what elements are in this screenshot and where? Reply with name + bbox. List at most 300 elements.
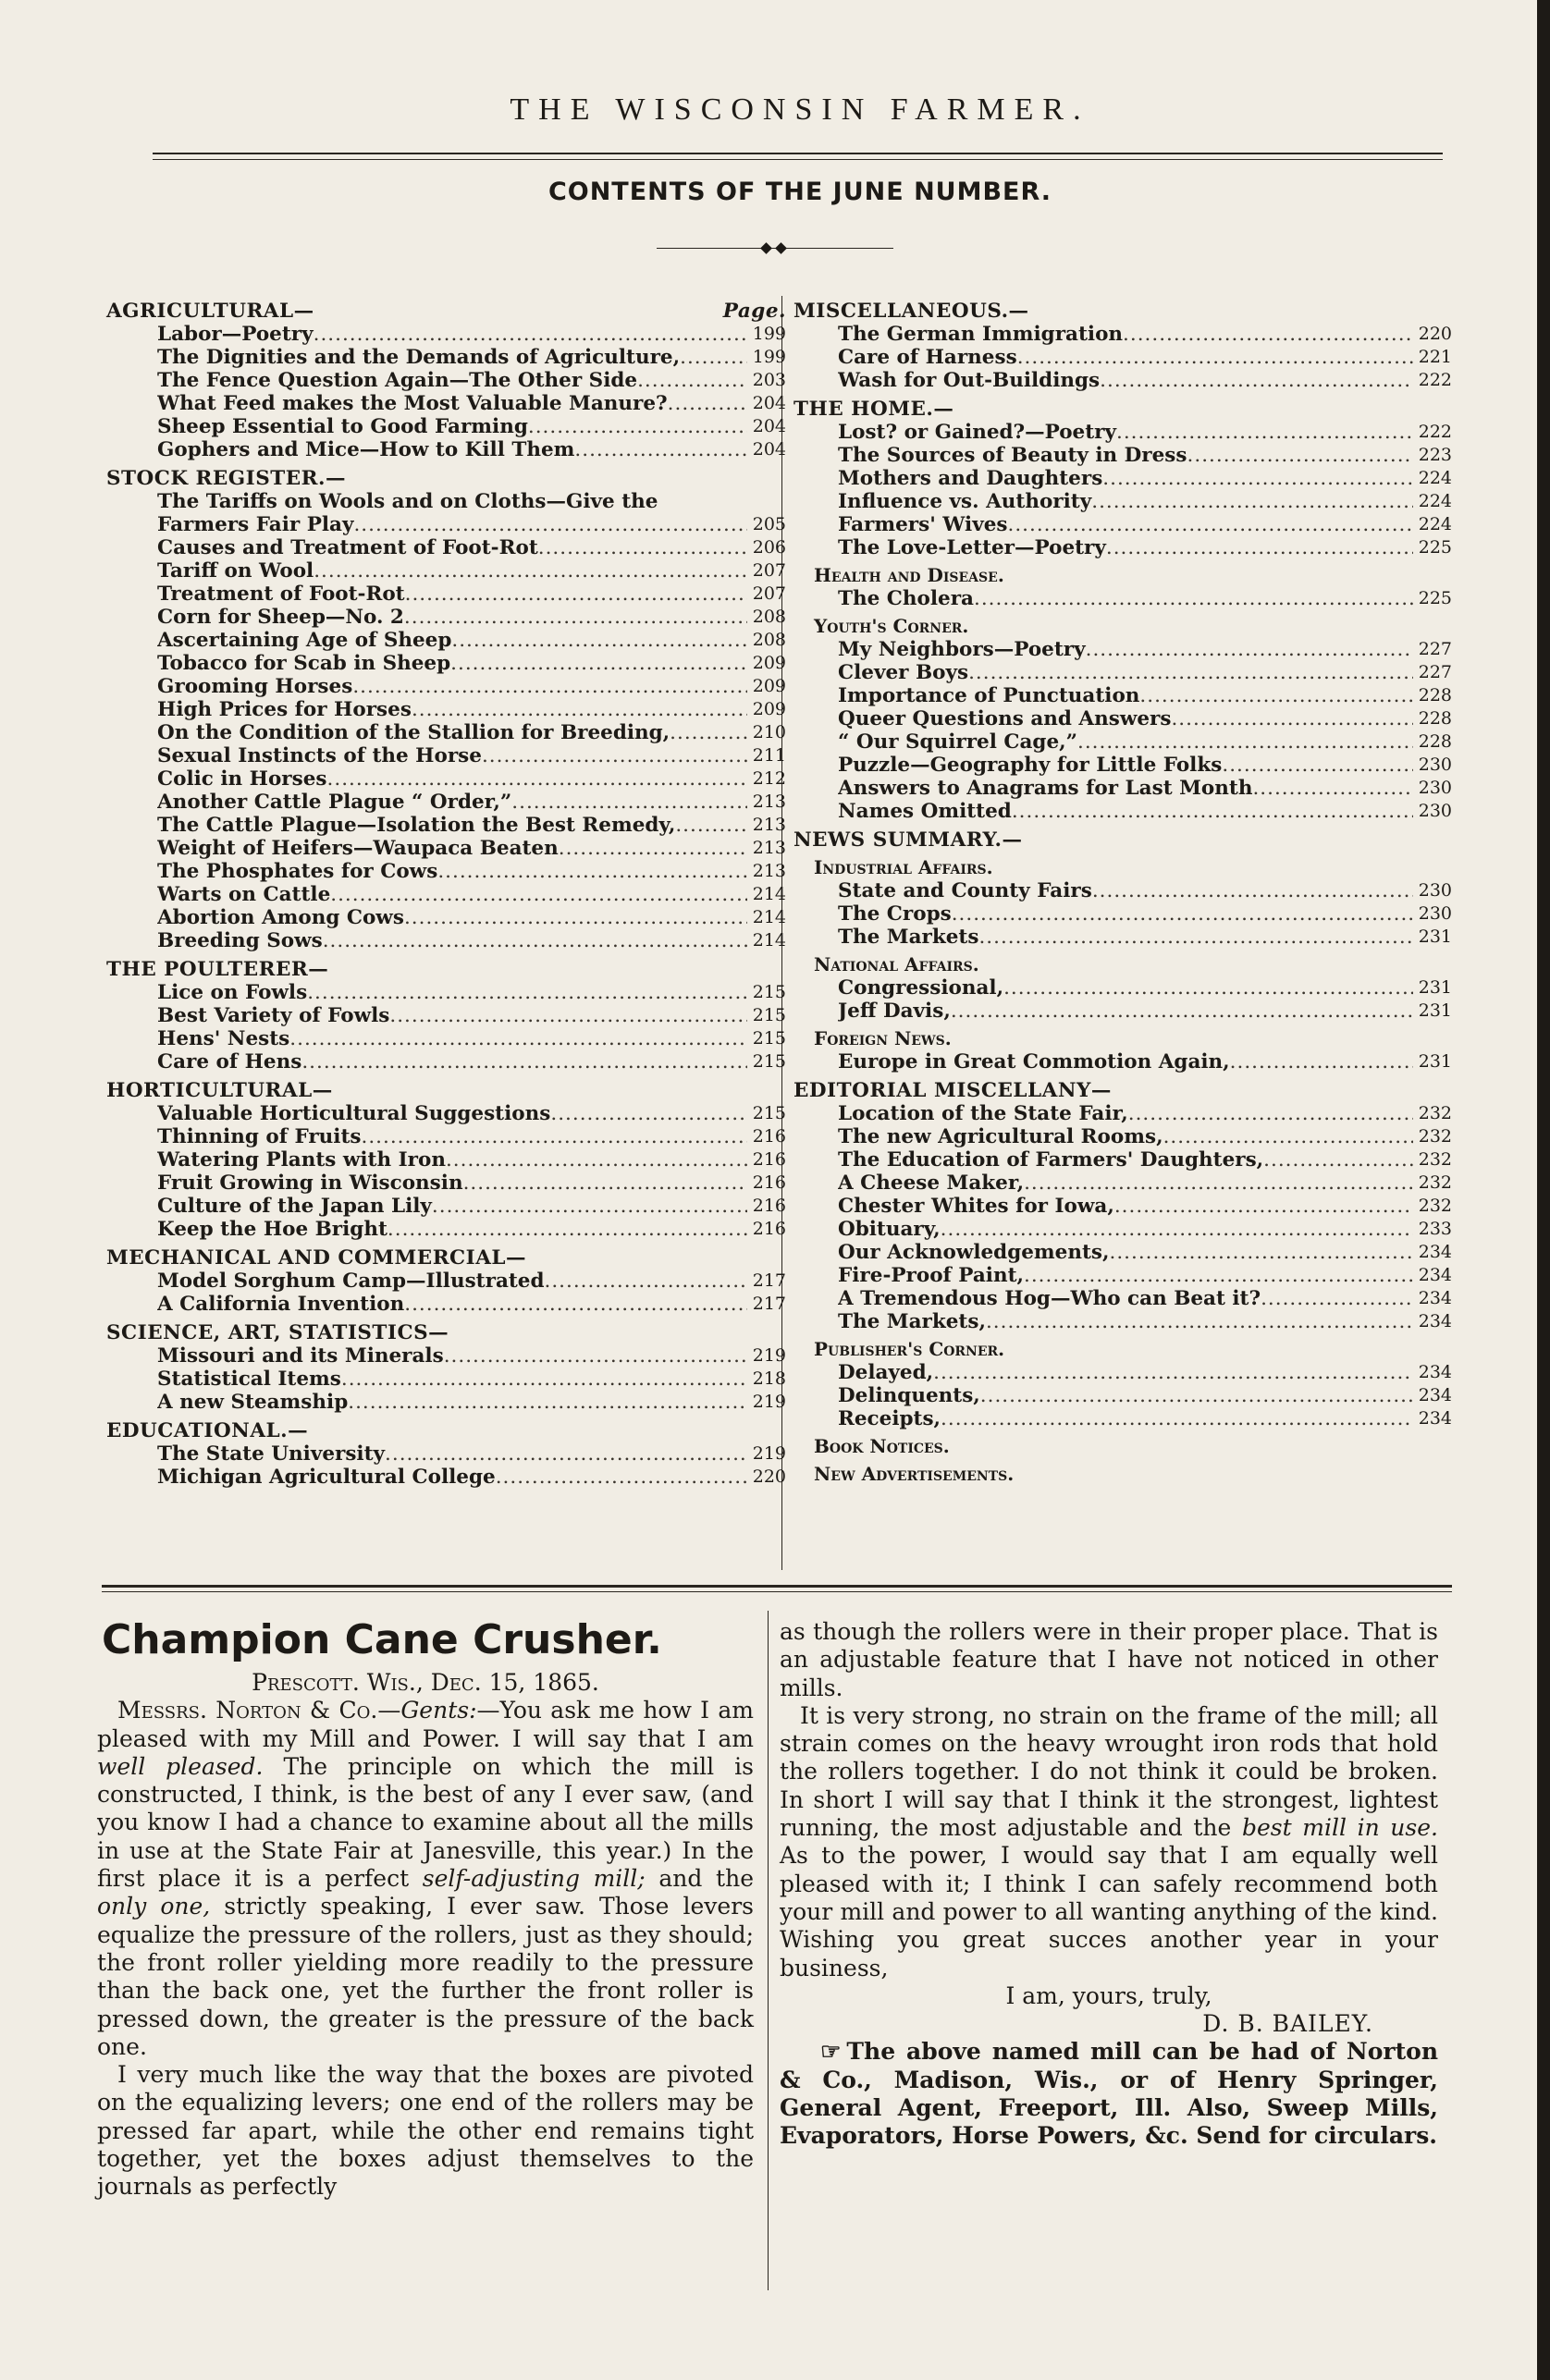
toc-section-heading: THE POULTERER— xyxy=(106,958,329,981)
toc-leader-dots xyxy=(348,1391,747,1414)
toc-entry xyxy=(157,1172,786,1195)
toc-entry-title: Ascertaining Age of Sheep xyxy=(157,629,452,652)
toc-entry-page: 215 xyxy=(752,1103,786,1123)
toc-entry-page: 212 xyxy=(752,768,786,789)
toc-entry xyxy=(838,1195,1452,1218)
toc-entry xyxy=(157,1466,786,1489)
toc-entry xyxy=(838,1310,1452,1333)
toc-entry xyxy=(157,675,786,698)
toc-leader-dots xyxy=(968,661,1413,684)
toc-leader-dots xyxy=(550,1102,746,1125)
toc-entry-title: Queer Questions and Answers xyxy=(838,707,1172,730)
toc-entry-title: Culture of the Japan Lily xyxy=(157,1195,432,1218)
toc-entry-title: The Fence Question Again—The Other Side xyxy=(157,369,638,392)
toc-leader-dots xyxy=(1091,490,1413,513)
toc-entry-title: The Cholera xyxy=(838,587,974,610)
toc-leader-dots xyxy=(1187,444,1413,467)
toc-section-heading: MISCELLANEOUS.— xyxy=(793,300,1029,323)
toc-leader-dots xyxy=(389,1004,746,1027)
toc-entry xyxy=(838,1407,1452,1430)
toc-leader-dots xyxy=(933,1361,1413,1384)
masthead: THE WISCONSIN FARMER. xyxy=(510,92,1090,127)
toc-right-column xyxy=(793,294,1452,1486)
toc-entry xyxy=(838,1287,1452,1310)
toc-entry-page: 228 xyxy=(1418,685,1452,705)
toc-entry-page: 213 xyxy=(752,861,786,881)
toc-entry xyxy=(157,438,786,461)
toc-entry-page: 210 xyxy=(752,722,786,742)
toc-entry-page: 230 xyxy=(1418,903,1452,924)
toc-entry-page: 231 xyxy=(1418,1051,1452,1072)
toc-entry-page: 209 xyxy=(752,699,786,719)
toc-entry-page: 234 xyxy=(1418,1408,1452,1429)
toc-entry-title: Location of the State Fair, xyxy=(838,1102,1128,1125)
toc-entry-title: “ Our Squirrel Cage,” xyxy=(838,730,1077,754)
toc-leader-dots xyxy=(352,675,746,698)
toc-section-heading: EDITORIAL MISCELLANY— xyxy=(793,1079,1112,1102)
toc-entry xyxy=(838,1361,1452,1384)
toc-entry-page: 216 xyxy=(752,1219,786,1239)
toc-entry-page: 209 xyxy=(752,653,786,673)
toc-entry-title: Clever Boys xyxy=(838,661,969,684)
ad-paragraph-4: It is very strong, no strain on the frame of the mill; all strain comes on the heavy wrought iron rods that hold the rollers together. I do not think it could be broken. In short I will say that I think it the strongest, lightest running, the most adjustable and the best mill in use. As to the power, I would say that I am equally well pleased with it; I think I can safely recommend both your mill and power to all wanting anything of the kind. Wishing you great succes another year in your business, xyxy=(780,1701,1438,1981)
toc-entry-page: 230 xyxy=(1418,880,1452,901)
toc-entry xyxy=(838,467,1452,490)
toc-leader-dots xyxy=(444,1344,747,1368)
toc-entry-title: The Love-Letter—Poetry xyxy=(838,536,1106,559)
toc-entry xyxy=(157,837,786,860)
toc-subheading: New Advertisements. xyxy=(814,1463,1015,1485)
ad-signoff: I am, yours, truly, xyxy=(1005,1981,1212,2009)
toc-entry-page: 230 xyxy=(1418,754,1452,775)
toc-section-heading: EDUCATIONAL.— xyxy=(106,1419,309,1442)
masthead-rule-top xyxy=(153,153,1443,154)
toc-entry-page: 215 xyxy=(752,982,786,1002)
toc-entry xyxy=(838,730,1452,754)
toc-leader-dots xyxy=(1163,1125,1413,1148)
toc-leader-dots xyxy=(1222,754,1412,777)
toc-entry-page: 213 xyxy=(752,838,786,858)
toc-entry-page: 232 xyxy=(1418,1103,1452,1123)
toc-subheading: Book Notices. xyxy=(814,1435,950,1457)
toc-leader-dots xyxy=(1077,730,1413,754)
toc-leader-dots xyxy=(1128,1102,1413,1125)
page-edge xyxy=(1537,0,1550,2380)
toc-entry-page: 232 xyxy=(1418,1126,1452,1147)
toc-entry-title: Mothers and Daughters xyxy=(838,467,1103,490)
toc-entry-title: The Sources of Beauty in Dress xyxy=(838,444,1187,467)
divider-ornament xyxy=(657,242,893,255)
toc-entry-title: The Dignities and the Demands of Agriculture, xyxy=(157,346,681,369)
toc-leader-dots xyxy=(405,583,747,606)
toc-entry-page: 220 xyxy=(752,1466,786,1487)
toc-entry-page: 224 xyxy=(1418,514,1452,534)
toc-leader-dots xyxy=(978,926,1412,949)
toc-entry-title: Another Cattle Plague “ Order,” xyxy=(157,791,512,814)
toc-leader-dots xyxy=(314,559,747,583)
toc-leader-dots xyxy=(1263,1148,1413,1172)
toc-entry-title: The Cattle Plague—Isolation the Best Remedy, xyxy=(157,814,676,837)
toc-entry xyxy=(157,814,786,837)
toc-entry-title: Congressional, xyxy=(838,976,1004,1000)
toc-entry-title: High Prices for Horses xyxy=(157,698,412,721)
toc-leader-dots xyxy=(1008,513,1413,536)
toc-leader-dots xyxy=(941,1218,1413,1241)
toc-leader-dots xyxy=(574,438,746,461)
toc-entry xyxy=(838,1241,1452,1264)
toc-leader-dots xyxy=(404,1293,746,1316)
toc-entry-page: 219 xyxy=(752,1392,786,1412)
toc-entry-page: 230 xyxy=(1418,801,1452,821)
toc-entry-page: 234 xyxy=(1418,1385,1452,1405)
pointing-hand-icon: ☞ xyxy=(820,2038,842,2066)
toc-entry-title: What Feed makes the Most Valuable Manure? xyxy=(157,392,668,415)
toc-entry xyxy=(157,860,786,883)
toc-entry xyxy=(157,744,786,767)
toc-entry-title: Farmers' Wives xyxy=(838,513,1008,536)
toc-entry-page: 224 xyxy=(1418,468,1452,488)
toc-entry-page: 199 xyxy=(752,324,786,344)
toc-leader-dots xyxy=(1086,638,1413,661)
toc-entry-page: 225 xyxy=(1418,588,1452,608)
toc-entry-page: 228 xyxy=(1418,731,1452,752)
toc-entry-page: 208 xyxy=(752,630,786,650)
toc-entry-page: 228 xyxy=(1418,708,1452,729)
toc-entry-title: Answers to Anagrams for Last Month xyxy=(838,777,1253,800)
toc-page-label: Page. xyxy=(722,300,786,323)
toc-entry-title: Keep the Hoe Bright xyxy=(157,1218,388,1241)
toc-entry xyxy=(157,929,786,952)
toc-leader-dots xyxy=(637,369,747,392)
toc-leader-dots xyxy=(545,1270,747,1293)
toc-leader-dots xyxy=(1139,684,1412,707)
toc-leader-dots xyxy=(450,652,747,675)
toc-subheading: National Affairs. xyxy=(814,953,979,975)
toc-entry-page: 199 xyxy=(752,347,786,367)
toc-leader-dots xyxy=(388,1218,747,1241)
toc-leader-dots xyxy=(1100,369,1413,392)
toc-entry xyxy=(157,629,786,652)
toc-leader-dots xyxy=(437,860,746,883)
toc-leader-dots xyxy=(675,814,746,837)
ad-paragraph-1: Messrs. Norton & Co.—Gents:—You ask me how I am pleased with my Mill and Power. I will say that I am well pleased. The principle on which the mill is constructed, I think, is the best of any I ever saw, (and you know I had a chance to examine about all the mills in use at the State Fair at Janesville, this year.) In the first place it is a perfect self-adjusting mill; and the only one, strictly speaking, I ever saw. Those levers equalize the pressure of the rollers, just as they should; the front roller yielding more readily to the pressure than the back one, yet the further the front roller is pressed down, the greater is the pressure of the back one. xyxy=(97,1697,755,2060)
toc-entry xyxy=(838,587,1452,610)
toc-entry-title: Valuable Horticultural Suggestions xyxy=(157,1102,551,1125)
toc-entry xyxy=(157,698,786,721)
toc-leader-dots xyxy=(385,1442,747,1466)
toc-entry-title: Fruit Growing in Wisconsin xyxy=(157,1172,463,1195)
toc-entry-title: A Tremendous Hog—Who can Beat it? xyxy=(838,1287,1261,1310)
toc-entry-page: 222 xyxy=(1418,370,1452,390)
toc-leader-dots xyxy=(986,1310,1413,1333)
toc-entry-title: A new Steamship xyxy=(157,1391,349,1414)
toc-entry-page: 216 xyxy=(752,1172,786,1193)
contents-title: CONTENTS OF THE JUNE NUMBER. xyxy=(547,178,1052,206)
ad-column-separator xyxy=(768,1611,769,2290)
toc-entry-page: 214 xyxy=(752,884,786,904)
toc-entry-title: Causes and Treatment of Foot-Rot xyxy=(157,536,538,559)
toc-leader-dots xyxy=(404,606,747,629)
toc-leader-dots xyxy=(496,1466,747,1489)
toc-entry xyxy=(157,1004,786,1027)
toc-entry-title: Obituary, xyxy=(838,1218,941,1241)
toc-entry-title: Care of Harness xyxy=(838,346,1017,369)
toc-entry-title: Care of Hens xyxy=(157,1050,302,1073)
toc-leader-dots xyxy=(1252,777,1412,800)
section-rule-thin xyxy=(102,1591,1452,1592)
toc-entry xyxy=(157,1027,786,1050)
toc-entry xyxy=(157,490,786,513)
toc-entry-title: Colic in Horses xyxy=(157,767,327,791)
toc-entry-title: The Phosphates for Cows xyxy=(157,860,438,883)
toc-leader-dots xyxy=(951,1000,1413,1023)
toc-leader-dots xyxy=(412,698,747,721)
toc-leader-dots xyxy=(451,629,746,652)
toc-leader-dots xyxy=(511,791,746,814)
toc-leader-dots xyxy=(974,587,1413,610)
toc-leader-dots xyxy=(327,767,747,791)
toc-entry-title: Labor—Poetry xyxy=(157,323,314,346)
toc-entry xyxy=(157,1195,786,1218)
toc-entry-page: 232 xyxy=(1418,1196,1452,1216)
toc-entry-page: 215 xyxy=(752,1051,786,1072)
toc-entry-page: 211 xyxy=(752,745,786,766)
toc-entry xyxy=(838,684,1452,707)
toc-leader-dots xyxy=(670,721,747,744)
toc-entry-title: Weight of Heifers—Waupaca Beaten xyxy=(157,837,559,860)
toc-entry-page: 232 xyxy=(1418,1149,1452,1170)
toc-leader-dots xyxy=(1230,1050,1413,1073)
toc-leader-dots xyxy=(482,744,747,767)
toc-leader-dots xyxy=(1123,323,1413,346)
toc-leader-dots xyxy=(289,1027,746,1050)
toc-entry-page: 234 xyxy=(1418,1288,1452,1308)
toc-entry-title: Puzzle—Geography for Little Folks xyxy=(838,754,1223,777)
toc-leader-dots xyxy=(341,1368,747,1391)
toc-section-heading: SCIENCE, ART, STATISTICS— xyxy=(106,1321,449,1344)
toc-entry xyxy=(838,638,1452,661)
toc-entry-title: Chester Whites for Iowa, xyxy=(838,1195,1114,1218)
toc-leader-dots xyxy=(1261,1287,1413,1310)
toc-entry-page: 220 xyxy=(1418,324,1452,344)
toc-entry-page: 234 xyxy=(1418,1242,1452,1262)
toc-entry xyxy=(157,906,786,929)
toc-entry xyxy=(157,513,786,536)
toc-entry-page: 222 xyxy=(1418,422,1452,442)
toc-entry-title: Names Omitted xyxy=(838,800,1012,823)
toc-entry xyxy=(838,421,1452,444)
toc-entry xyxy=(157,392,786,415)
toc-entry-title: Fire-Proof Paint, xyxy=(838,1264,1025,1287)
toc-entry xyxy=(157,559,786,583)
toc-entry xyxy=(838,707,1452,730)
toc-entry-page: 219 xyxy=(752,1345,786,1366)
toc-entry-title: Breeding Sows xyxy=(157,929,323,952)
toc-leader-dots xyxy=(1114,1195,1413,1218)
toc-section-heading: MECHANICAL AND COMMERCIAL— xyxy=(106,1246,527,1270)
toc-entry-title: Abortion Among Cows xyxy=(157,906,404,929)
toc-entry xyxy=(838,1000,1452,1023)
toc-entry-title: Lice on Fowls xyxy=(157,981,308,1004)
toc-leader-dots xyxy=(1017,346,1413,369)
toc-entry-page: 219 xyxy=(752,1443,786,1464)
toc-leader-dots xyxy=(1012,800,1413,823)
toc-section-heading: STOCK REGISTER.— xyxy=(106,467,346,490)
toc-entry-title: Model Sorghum Camp—Illustrated xyxy=(157,1270,545,1293)
toc-leader-dots xyxy=(1003,976,1413,1000)
toc-entry-title: The Markets, xyxy=(838,1310,986,1333)
toc-entry-title: Wash for Out-Buildings xyxy=(838,369,1101,392)
toc-leader-dots xyxy=(314,323,747,346)
toc-entry xyxy=(838,754,1452,777)
toc-leader-dots xyxy=(362,1125,747,1148)
toc-entry-page: 203 xyxy=(752,370,786,390)
toc-entry-page: 232 xyxy=(1418,1172,1452,1193)
ad-paragraph-3: as though the rollers were in their proper place. That is an adjustable feature that I have not noticed in other mills. xyxy=(780,1618,1438,1701)
toc-entry-title: State and County Fairs xyxy=(838,879,1092,902)
toc-entry-page: 225 xyxy=(1418,537,1452,558)
toc-entry-page: 234 xyxy=(1418,1362,1452,1382)
toc-subheading: Health and Disease. xyxy=(814,564,1004,586)
toc-entry-title: Delinquents, xyxy=(838,1384,980,1407)
toc-entry xyxy=(157,1218,786,1241)
toc-entry xyxy=(157,981,786,1004)
toc-entry xyxy=(838,1172,1452,1195)
toc-entry-title: Tariff on Wool xyxy=(157,559,314,583)
toc-entry-page: 205 xyxy=(752,514,786,534)
toc-entry-title: Farmers Fair Play xyxy=(157,513,354,536)
toc-entry-page: 234 xyxy=(1418,1265,1452,1285)
toc-entry-page: 217 xyxy=(752,1270,786,1291)
ad-left-column xyxy=(97,1669,754,2202)
toc-entry-title: Europe in Great Commotion Again, xyxy=(838,1050,1230,1073)
toc-leader-dots xyxy=(353,513,746,536)
toc-entry xyxy=(838,513,1452,536)
toc-entry-page: 223 xyxy=(1418,445,1452,465)
toc-entry-page: 204 xyxy=(752,393,786,413)
toc-entry-page: 213 xyxy=(752,815,786,835)
toc-entry-page: 231 xyxy=(1418,1000,1452,1021)
toc-entry-title: Importance of Punctuation xyxy=(838,684,1140,707)
toc-entry-title: Our Acknowledgements, xyxy=(838,1241,1110,1264)
toc-entry-page: 204 xyxy=(752,439,786,460)
toc-entry-title: The State University xyxy=(157,1442,386,1466)
toc-entry xyxy=(157,415,786,438)
toc-entry-page: 213 xyxy=(752,791,786,812)
toc-entry-title: Watering Plants with Iron xyxy=(157,1148,446,1172)
toc-entry-title: A Cheese Maker, xyxy=(838,1172,1025,1195)
toc-entry-title: Grooming Horses xyxy=(157,675,353,698)
toc-left-column xyxy=(106,294,786,1489)
toc-section-heading: NEWS SUMMARY.— xyxy=(793,828,1023,852)
toc-entry-title: Gophers and Mice—How to Kill Them xyxy=(157,438,575,461)
toc-leader-dots xyxy=(680,346,747,369)
toc-leader-dots xyxy=(1171,707,1412,730)
toc-entry xyxy=(838,976,1452,1000)
ad-signature: D. B. BAILEY. xyxy=(1202,2010,1373,2038)
toc-entry-title: On the Condition of the Stallion for Breeding, xyxy=(157,721,670,744)
toc-leader-dots xyxy=(1024,1172,1413,1195)
toc-leader-dots xyxy=(668,392,747,415)
toc-entry xyxy=(838,800,1452,823)
toc-entry xyxy=(838,1050,1452,1073)
toc-entry-page: 204 xyxy=(752,416,786,436)
toc-leader-dots xyxy=(941,1407,1413,1430)
ad-notice xyxy=(780,2038,1438,2150)
toc-entry-page: 206 xyxy=(752,537,786,558)
toc-entry-title: Warts on Cattle xyxy=(157,883,331,906)
toc-entry-page: 231 xyxy=(1418,926,1452,947)
toc-entry xyxy=(838,902,1452,926)
toc-entry-page: 230 xyxy=(1418,778,1452,798)
toc-entry-title: Jeff Davis, xyxy=(838,1000,951,1023)
toc-entry-page: 216 xyxy=(752,1149,786,1170)
toc-entry xyxy=(838,777,1452,800)
toc-entry xyxy=(157,1102,786,1125)
toc-entry-title: The Tariffs on Wools and on Cloths—Give the xyxy=(157,490,658,513)
toc-entry xyxy=(838,661,1452,684)
ad-paragraph-2: I very much like the way that the boxes are pivoted on the equalizing levers; one end of the rollers may be pressed far apart, while the other end remains tight together, yet the boxes adjust themselves to the journals as perfectly xyxy=(97,2061,754,2201)
toc-entry-title: Missouri and its Minerals xyxy=(157,1344,444,1368)
toc-entry xyxy=(157,536,786,559)
toc-entry xyxy=(838,1148,1452,1172)
toc-leader-dots xyxy=(1110,1241,1413,1264)
toc-entry-page: 233 xyxy=(1418,1219,1452,1239)
toc-entry xyxy=(838,1384,1452,1407)
toc-entry xyxy=(157,883,786,906)
toc-entry xyxy=(157,369,786,392)
toc-entry-title: Tobacco for Scab in Sheep xyxy=(157,652,451,675)
toc-entry xyxy=(157,791,786,814)
toc-entry-page: 231 xyxy=(1418,977,1452,998)
toc-section-heading: HORTICULTURAL— xyxy=(106,1079,333,1102)
toc-entry-title: A California Invention xyxy=(157,1293,405,1316)
toc-entry-title: Treatment of Foot-Rot xyxy=(157,583,405,606)
toc-entry-page: 221 xyxy=(1418,347,1452,367)
toc-entry-title: My Neighbors—Poetry xyxy=(838,638,1086,661)
toc-leader-dots xyxy=(323,929,747,952)
toc-entry xyxy=(838,1218,1452,1241)
toc-entry xyxy=(157,1344,786,1368)
toc-entry xyxy=(838,323,1452,346)
toc-leader-dots xyxy=(404,906,747,929)
toc-entry-page: 209 xyxy=(752,676,786,696)
toc-entry-page: 208 xyxy=(752,607,786,627)
toc-subheading: Youth's Corner. xyxy=(814,615,969,637)
ad-dateline: Prescott. Wis., Dec. 15, 1865. xyxy=(252,1669,599,1696)
toc-entry xyxy=(157,1125,786,1148)
toc-entry-title: Sexual Instincts of the Horse xyxy=(157,744,482,767)
toc-leader-dots xyxy=(952,902,1413,926)
toc-entry-title: Influence vs. Authority xyxy=(838,490,1092,513)
toc-entry xyxy=(157,1442,786,1466)
toc-entry-title: Delayed, xyxy=(838,1361,934,1384)
toc-entry xyxy=(157,323,786,346)
toc-entry-page: 214 xyxy=(752,907,786,927)
toc-entry xyxy=(157,652,786,675)
toc-entry xyxy=(838,444,1452,467)
toc-entry-page: 217 xyxy=(752,1294,786,1314)
toc-entry xyxy=(838,490,1452,513)
section-rule-thick xyxy=(102,1585,1452,1588)
toc-entry xyxy=(838,1264,1452,1287)
toc-entry-title: The Education of Farmers' Daughters, xyxy=(838,1148,1264,1172)
toc-entry-page: 218 xyxy=(752,1368,786,1389)
toc-leader-dots xyxy=(446,1148,747,1172)
toc-entry xyxy=(157,346,786,369)
toc-entry-title: Sheep Essential to Good Farming xyxy=(157,415,528,438)
toc-entry-title: Receipts, xyxy=(838,1407,941,1430)
